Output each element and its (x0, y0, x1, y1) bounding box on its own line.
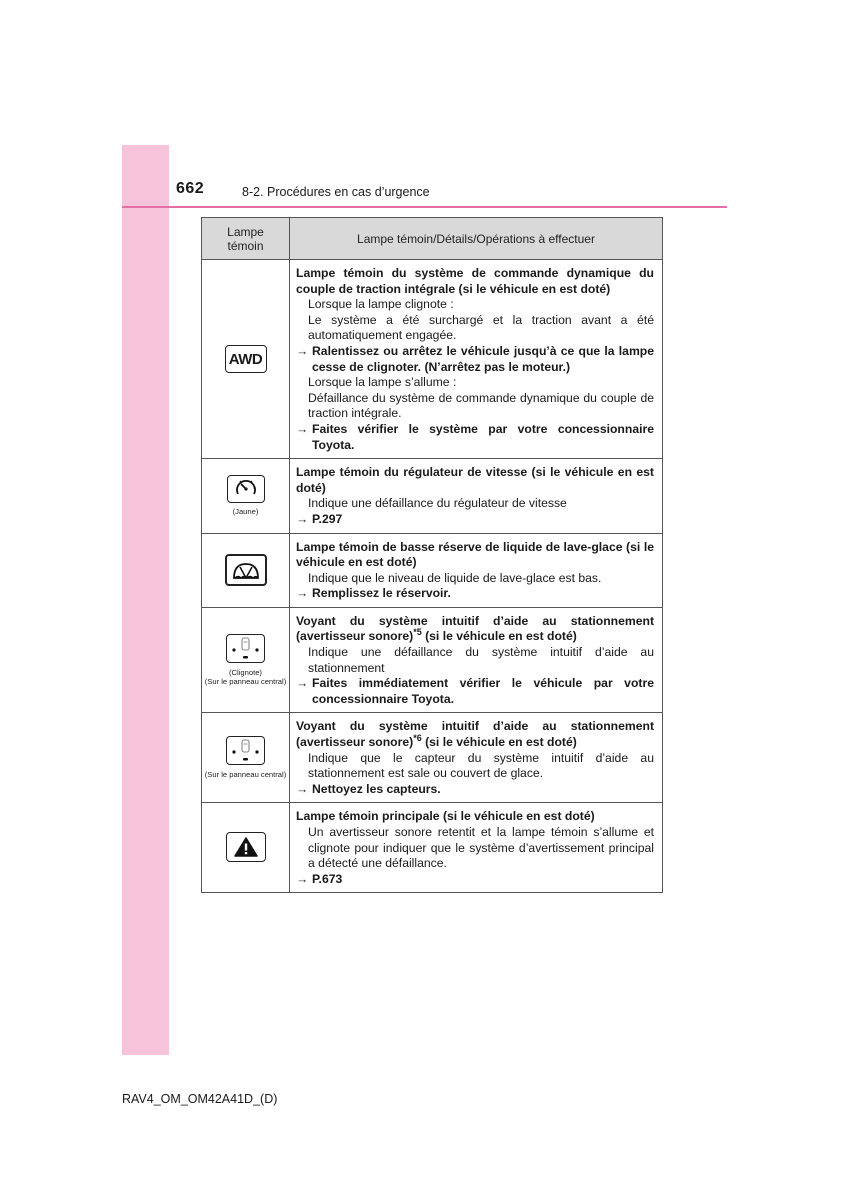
row-action: → Nettoyez les capteurs. (296, 781, 441, 796)
table-row (202, 260, 663, 459)
row-text: Indique une défaillance du système intuitif d’aide au stationnement (308, 645, 654, 675)
row-title: Lampe témoin de basse réserve de liquide de lave-glace (si le véhicule en est doté) (296, 539, 654, 570)
icon-cell (202, 459, 290, 533)
row-title: Voyant du système intuitif d’aide au stationnement (avertisseur sonore)$^{*6}$ (si le véhicule en est doté) (296, 719, 654, 750)
table-row (202, 803, 663, 893)
row-action: → P.673 (296, 871, 343, 886)
footer-doc-code: RAV4_OM_OM42A41D_(D) (122, 1092, 278, 1106)
table-row (202, 713, 663, 803)
row-text: Lorsque la lampe clignote : (308, 297, 454, 312)
row-title: Lampe témoin du régulateur de vitesse (si le véhicule en est doté) (296, 465, 654, 495)
arrow-icon: → (296, 676, 309, 691)
row-action: → Faites immédiatement vérifier le véhicule par votre concessionnaire Toyota. (296, 676, 654, 706)
row-text: Lorsque la lampe s’allume : (308, 375, 457, 390)
icon-cell (202, 533, 290, 607)
icon-cell (202, 713, 290, 803)
row-title: Lampe témoin du système de commande dynamique du couple de traction intégrale (si le véhicule en est doté) (296, 266, 654, 296)
column-header-lamp: Lampe témoin (202, 218, 290, 260)
arrow-icon: → (296, 781, 309, 796)
description-cell (290, 533, 663, 607)
description-cell (290, 459, 663, 533)
table-row (202, 607, 663, 713)
row-text: Indique une défaillance du régulateur de vitesse (308, 496, 567, 511)
header-rule (122, 206, 727, 208)
row-text: Défaillance du système de commande dynamique du couple de traction intégrale. (308, 390, 654, 421)
footnote-ref: *6 (413, 732, 422, 743)
row-action: → Ralentissez ou arrêtez le véhicule jusqu’à ce que la lampe cesse de clignoter. (N’arrêtez pas le moteur.) (296, 343, 654, 374)
washer-fluid-icon (225, 554, 267, 586)
master-warning-icon (226, 832, 266, 862)
arrow-icon: → (296, 511, 309, 526)
arrow-icon: → (296, 871, 309, 886)
cruise-control-icon (227, 475, 265, 503)
chapter-color-band (122, 145, 169, 1055)
arrow-icon: → (296, 421, 309, 436)
icon-caption: (Jaune) (232, 507, 259, 517)
description-cell (290, 607, 663, 713)
arrow-icon: → (296, 343, 309, 358)
section-title: 8-2. Procédures en cas d’urgence (242, 185, 430, 199)
icon-caption: (Sur le panneau central) (204, 770, 287, 780)
table-header-row (202, 218, 663, 260)
row-text: Indique que le capteur du système intuitif d’aide au stationnement est sale ou couvert de glace. (308, 750, 654, 781)
icon-caption: (Sur le panneau central) (204, 676, 287, 686)
row-action: → P.297 (296, 511, 343, 526)
description-cell (290, 260, 663, 459)
icon-cell (202, 803, 290, 893)
warning-lamp-table (201, 217, 663, 893)
parking-assist-icon (226, 634, 265, 663)
description-cell (290, 713, 663, 803)
table-row (202, 459, 663, 533)
description-cell (290, 803, 663, 893)
row-action: → Remplissez le réservoir. (296, 586, 451, 601)
page-number: 662 (176, 180, 205, 197)
column-header-details: Lampe témoin/Détails/Opérations à effectuer (290, 218, 663, 260)
arrow-icon: → (296, 586, 309, 601)
awd-indicator-icon: AWD (225, 345, 267, 373)
table-row (202, 533, 663, 607)
row-title: Voyant du système intuitif d’aide au stationnement (avertisseur sonore)$^{*5}$ (si le véhicule en est doté) (296, 613, 654, 644)
icon-cell (202, 260, 290, 459)
row-text: Un avertisseur sonore retentit et la lampe témoin s’allume et clignote pour indiquer que le système d’avertissement principal a détecté une défaillance. (308, 825, 654, 871)
parking-assist-icon (226, 736, 265, 765)
row-text: Indique que le niveau de liquide de lave-glace est bas. (308, 570, 602, 585)
footnote-ref: *5 (413, 627, 422, 638)
icon-caption: (Clignote) (229, 668, 262, 678)
row-title: Lampe témoin principale (si le véhicule en est doté) (296, 809, 595, 824)
row-action: → Faites vérifier le système par votre concessionnaire Toyota. (296, 421, 654, 452)
icon-cell (202, 607, 290, 713)
row-text: Le système a été surchargé et la traction avant a été automatiquement engagée. (308, 312, 654, 343)
